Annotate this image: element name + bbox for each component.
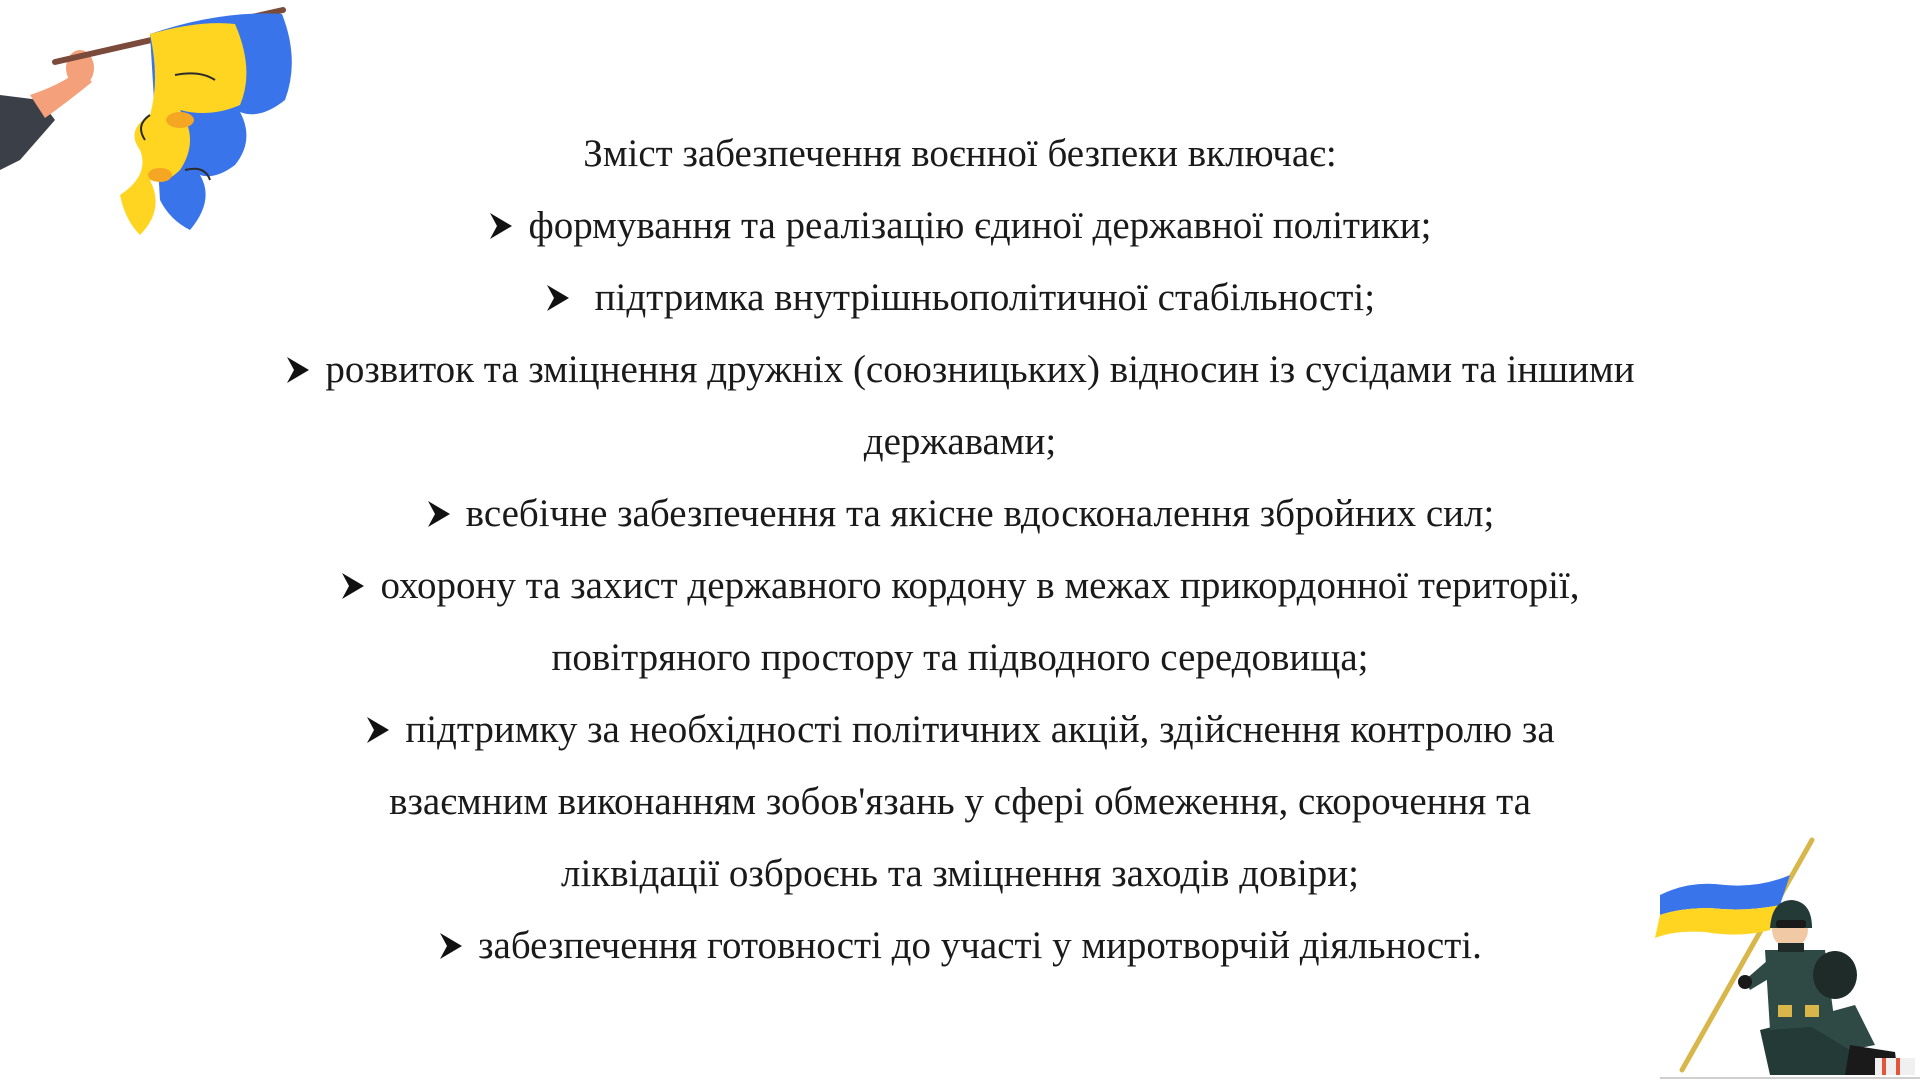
list-item-text: розвиток та зміцнення дружніх (союзницьких) відносин із сусідами та іншими [325,348,1635,391]
list-item [150,190,1770,262]
list-item-continuation [150,406,1770,478]
list-item [150,478,1770,550]
list-item-text: ліквідації озброєнь та зміцнення заходів довіри; [560,852,1359,895]
list-item-text: формування та реалізацію єдиної державної політики; [528,204,1432,247]
list-item-continuation [150,622,1770,694]
list-item-text: повітряного простору та підводного середовища; [551,636,1369,679]
content-text-block [150,118,1770,982]
list-item-text: підтримку за необхідності політичних акцій, здійснення контролю за [405,708,1555,751]
list-item-text: охорону та захист державного кордону в межах прикордонної території, [380,564,1580,607]
bullet-list [150,190,1770,982]
list-item [150,694,1770,766]
heading: Зміст забезпечення воєнної безпеки включає: [583,132,1337,175]
list-item [150,262,1770,334]
list-item-text: державами; [863,420,1057,463]
list-item [150,334,1770,406]
arrowhead-bullet-icon [340,571,366,601]
arrowhead-bullet-icon [365,715,391,745]
list-item-continuation [150,838,1770,910]
soldier-with-flag-illustration [1650,830,1920,1080]
arrowhead-bullet-icon [488,211,514,241]
list-item-text: підтримка внутрішньополітичної стабільності; [584,276,1376,319]
arrowhead-bullet-icon [545,283,571,313]
list-item [150,910,1770,982]
list-item [150,550,1770,622]
list-item-text: взаємним виконанням зобов'язань у сфері обмеження, скорочення та [389,780,1531,823]
arrowhead-bullet-icon [285,355,311,385]
arrowhead-bullet-icon [438,931,464,961]
list-item-continuation [150,766,1770,838]
list-item-text: забезпечення готовності до участі у миротворчій діяльності. [478,924,1482,967]
arrowhead-bullet-icon [426,499,452,529]
list-item-text: всебічне забезпечення та якісне вдосконалення збройних сил; [465,492,1495,535]
